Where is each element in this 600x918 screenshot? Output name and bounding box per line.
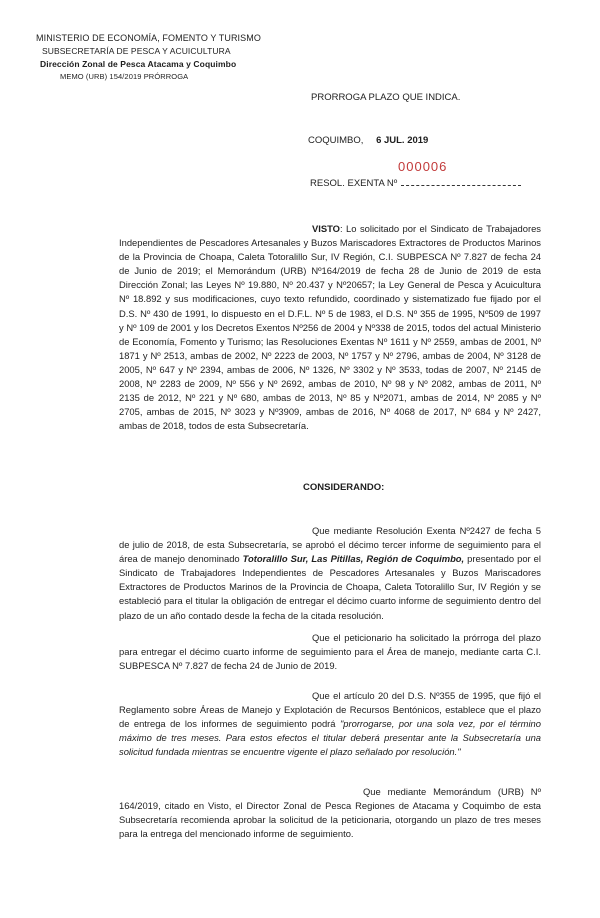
visto-paragraph [119, 222, 541, 433]
resolution-label: RESOL. EXENTA Nº [310, 178, 398, 189]
zonal-direction-header: Dirección Zonal de Pesca Atacama y Coquimbo [40, 59, 237, 69]
place-name: COQUIMBO, [308, 135, 364, 146]
date-stamp: 6 JUL. 2019 [376, 135, 429, 146]
p1-text-a: Que mediante Resolución Exenta Nº2427 de fecha 5 de julio de 2018, de esta Subsecretaría, se aprobó el décimo tercer informe de seguimiento para el área de manejo denominado [119, 525, 541, 565]
p4-text: Que mediante Memorándum (URB) Nº 164/2019, citado en Visto, el Director Zonal de Pesca Regiones de Atacama y Coquimbo de esta Subsecretaría recomienda aprobar la solicitud de la peticionaria, otorgando un plazo de tres meses para la entrega del mencionado informe de seguimiento. [119, 786, 541, 840]
document-subject: PRORROGA PLAZO QUE INDICA. [311, 92, 461, 103]
considerando-paragraph-1 [119, 524, 541, 623]
resolution-number-stamp: 000006 [398, 159, 448, 174]
place-date [308, 135, 428, 146]
visto-label: VISTO [312, 223, 340, 234]
resolution-label-line [310, 176, 521, 189]
considerando-heading: CONSIDERANDO: [303, 482, 385, 493]
p1-text-b: presentado por el Sindicato de Trabajadores Independientes de Pescadores Artesanales y Buzos Mariscadores Extractores de Productos Marinos de la Provincia de Choapa, Caleta Totoralillo Sur, IV Región y se estableció para el titular la obligación de entregar el décimo cuarto informe de seguimiento dentro del plazo de un año contado desde la fecha de la citada resolución. [119, 553, 541, 621]
considerando-paragraph-2 [119, 631, 541, 673]
p2-text: Que el peticionario ha solicitado la prórroga del plazo para entregar el décimo cuarto informe de seguimiento para el Área de manejo, mediante carta C.I. SUBPESCA Nº 7.827 de fecha 24 de Junio de 2019. [119, 632, 541, 672]
area-name: Totoralillo Sur, Las Pitillas, Región de Coquimbo, [242, 553, 465, 565]
regulation-quote: "prorrogarse, por una sola vez, por el término máximo de tres meses. Para estos efectos el titular deberá presentar ante la Subsecretaría una solicitud fundada mientras se encuentre vigente el plazo señalado por resolución." [119, 718, 541, 758]
p3-text-a: Que el artículo 20 del D.S. Nº355 de 1995, que fijó el Reglamento sobre Áreas de Manejo y Explotación de Recursos Bentónicos, establece que el plazo de entrega de los informes de seguimiento podrá [119, 690, 541, 730]
considerando-paragraph-3 [119, 689, 541, 759]
visto-text: : Lo solicitado por el Sindicato de Trabajadores Independientes de Pescadores Artesanales y Buzos Mariscadores Extractores de Productos Marinos de la Provincia de Choapa, Caleta Totoralillo Sur, IV Región, C.I. SUBPESCA Nº 7.827 de fecha 24 de Junio de 2019; el Memorándum (URB) Nº164/2019 de fecha 28 de Junio de 2019 de esta Dirección Zonal; las Leyes Nº 19.880, Nº 20.437 y Nº20657; la Ley General de Pesca y Acuicultura Nº 18.892 y sus modificaciones, cuyo texto refundido, coordinado y sistematizado fue fijado por el D.S. Nº 430 de 1991, lo dispuesto en el D.F.L. Nº 5 de 1983, el D.S. Nº 355 de 1995, Nº509 de 1997 y Nº 109 de 2001 y los Decretos Exentos Nº256 de 2004 y Nº338 de 2015, todos del actual Ministerio de Economía, Fomento y Turismo; las Resoluciones Exentas Nº 1611 y Nº 2559, ambas de 2001, Nº 1871 y Nº 2513, ambas de 2002, Nº 2223 de 2003, Nº 1757 y Nº 2796, ambas de 2004, Nº 3128 de 2005, Nº 647 y Nº 2394, ambas de 2006, Nº 1326, Nº 3302 y Nº 3533, todas de 2007, Nº 2145 de 2008, Nº 2283 de 2009, Nº 556 y Nº 2692, ambas de 2010, Nº 98 y Nº 2082, ambas de 2011, Nº 2135 de 2012, Nº 221 y Nº 680, ambas de 2013, Nº 85 y Nº2071, ambas de 2014, Nº 2085 y Nº 2705, ambas de 2015, Nº 3023 y Nº3909, ambas de 2016, Nº 4068 de 2017, Nº 684 y Nº 2427, ambas de 2018, todos de esta Subsecretaría. [119, 223, 541, 432]
considerando-paragraph-4 [119, 785, 541, 841]
memo-reference: MEMO (URB) 154/2019 PRÓRROGA [60, 72, 189, 81]
resolution-number-blank [401, 176, 521, 186]
ministry-header: MINISTERIO DE ECONOMÍA, FOMENTO Y TURISMO [36, 33, 261, 43]
subsecretariat-header: SUBSECRETARÍA DE PESCA Y ACUICULTURA [42, 46, 231, 56]
